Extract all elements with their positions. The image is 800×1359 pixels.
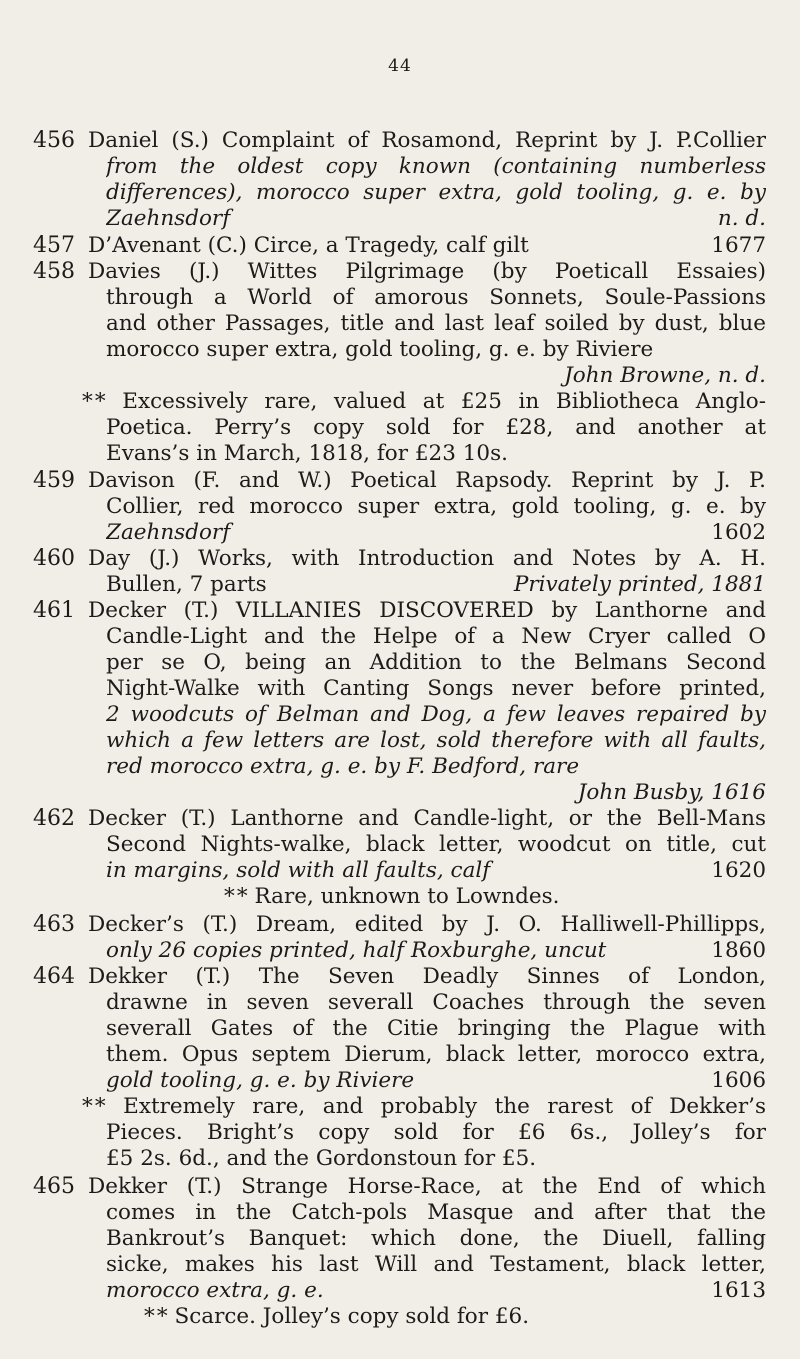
entry-line: Davies (J.) Wittes Pilgrimage (by Poeticall Essaies): [88, 259, 766, 284]
entry-line: Day (J.) Works, with Introduction and Notes by A. H.: [88, 546, 766, 571]
entry-line: and other Passages, title and last leaf soiled by dust, blue: [106, 311, 766, 336]
entry-line: Decker (T.) VILLANIES DISCOVERED by Lanthorne and: [88, 598, 766, 623]
entry-line: Poetica. Perry’s copy sold for £28, and another at: [106, 415, 766, 440]
entry-line: morocco super extra, gold tooling, g. e. by Riviere: [106, 337, 654, 362]
entry-line: John Busby, 1616: [577, 780, 766, 805]
entry-line: severall Gates of the Citie bringing the Plague with: [106, 1016, 766, 1041]
entry-date: 1860: [711, 938, 766, 963]
entry-line: Zaehnsdorf n. d.: [106, 206, 766, 231]
page-number: 44: [388, 56, 412, 76]
entry-line: Bankrout’s Banquet: which done, the Diuell, falling: [106, 1226, 766, 1251]
entry-line: Davison (F. and W.) Poetical Rapsody. Reprint by J. P.: [88, 468, 766, 493]
lot-number: 465: [33, 1174, 75, 1199]
entry-date: 1620: [711, 858, 766, 883]
lot-number: 461: [33, 598, 75, 623]
entry-line: Dekker (T.) Strange Horse-Race, at the End of which: [88, 1174, 766, 1199]
entry-note: * * Rare, unknown to Lowndes.: [224, 884, 560, 909]
entry-date: 1677: [711, 233, 766, 258]
entry-line: morocco extra, g. e. 1613: [106, 1278, 766, 1303]
entry-line: Daniel (S.) Complaint of Rosamond, Reprint by J. P.Collier: [88, 128, 766, 153]
lot-number: 460: [33, 546, 75, 571]
entry-line: from the oldest copy known (containing numberless: [106, 154, 766, 179]
lot-number: 456: [33, 128, 75, 153]
entry-line: John Browne, n. d.: [564, 363, 766, 388]
entry-line: differences), morocco super extra, gold tooling, g. e. by: [106, 180, 766, 205]
entry-date: n. d.: [717, 206, 766, 231]
entry-line: which a few letters are lost, sold therefore with all faults,: [106, 728, 766, 753]
entry-line: Zaehnsdorf 1602: [106, 520, 766, 545]
entry-note: * * Scarce. Jolley’s copy sold for £6.: [144, 1304, 530, 1329]
entry-line: per se O, being an Addition to the Belmans Second: [106, 650, 766, 675]
lot-number: 458: [33, 259, 75, 284]
entry-line: Dekker (T.) The Seven Deadly Sinnes of London,: [88, 964, 766, 989]
entry-line: red morocco extra, g. e. by F. Bedford, rare: [106, 754, 580, 779]
entry-line: D’Avenant (C.) Circe, a Tragedy, calf gilt 1677: [88, 233, 766, 258]
entry-line: Candle-Light and the Helpe of a New Cryer called O: [106, 624, 766, 649]
entry-line: Evans’s in March, 1818, for £23 10s.: [106, 441, 508, 466]
entry-line: £5 2s. 6d., and the Gordonstoun for £5.: [106, 1146, 537, 1171]
entry-note: * * Extremely rare, and probably the rarest of Dekker’s: [82, 1094, 766, 1119]
entry-line: Night-Walke with Canting Songs never before printed,: [106, 676, 766, 701]
entry-imprint: Privately printed, 1881: [513, 572, 766, 597]
entry-date: 1606: [711, 1068, 766, 1093]
lot-number: 457: [33, 233, 75, 258]
lot-number: 464: [33, 964, 75, 989]
entry-line: them. Opus septem Dierum, black letter, morocco extra,: [106, 1042, 766, 1067]
lot-number: 463: [33, 912, 75, 937]
entry-line: Collier, red morocco super extra, gold tooling, g. e. by: [106, 494, 766, 519]
entry-line: sicke, makes his last Will and Testament, black letter,: [106, 1252, 766, 1277]
lot-number: 462: [33, 806, 75, 831]
entry-line: Decker’s (T.) Dream, edited by J. O. Halliwell-Phillipps,: [88, 912, 766, 937]
entry-line: Second Nights-walke, black letter, woodcut on title, cut: [106, 832, 766, 857]
entry-line: comes in the Catch-pols Masque and after that the: [106, 1200, 766, 1225]
entry-note: * * Excessively rare, valued at £25 in Bibliotheca Anglo-: [82, 389, 766, 414]
entry-line: Pieces. Bright’s copy sold for £6 6s., Jolley’s for: [106, 1120, 766, 1145]
entry-date: 1602: [711, 520, 766, 545]
entry-line: drawne in seven severall Coaches through the seven: [106, 990, 766, 1015]
entry-line: Bullen, 7 parts Privately printed, 1881: [106, 572, 766, 597]
entry-line: gold tooling, g. e. by Riviere 1606: [106, 1068, 766, 1093]
entry-line: Decker (T.) Lanthorne and Candle-light, or the Bell-Mans: [88, 806, 766, 831]
entry-line: through a World of amorous Sonnets, Soule-Passions: [106, 285, 766, 310]
entry-line: in margins, sold with all faults, calf 1620: [106, 858, 766, 883]
entry-date: 1613: [711, 1278, 766, 1303]
entry-line: only 26 copies printed, half Roxburghe, uncut 1860: [106, 938, 766, 963]
lot-number: 459: [33, 468, 75, 493]
entry-line: 2 woodcuts of Belman and Dog, a few leaves repaired by: [106, 702, 766, 727]
